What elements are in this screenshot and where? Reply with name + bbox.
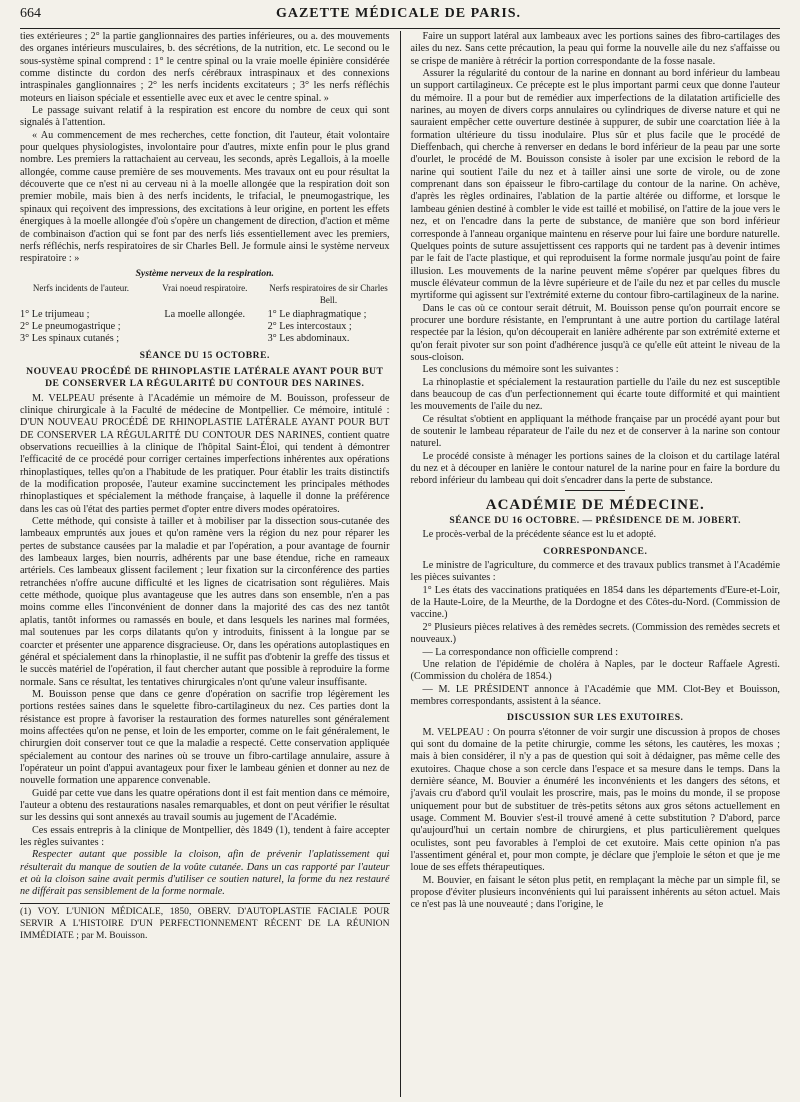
discussion-title: DISCUSSION SUR LES EXUTOIRES. bbox=[507, 712, 684, 724]
paragraph: Le procès-verbal de la précédente séance est lu et adopté. bbox=[422, 529, 657, 541]
right-column bbox=[410, 31, 780, 1097]
footnote: (1) VOY. L'UNION MÉDICALE, 1850, OBERV. D'AUTOPLASTIE FACIALE POUR SERVIR A L'HISTOIRE D'UN PERFECTIONNEMENT RÉCENT DE LA RÉUNION IMMÉDIATE ; par M. Bouisson. bbox=[20, 905, 390, 941]
paragraph: ties extérieures ; 2° la partie ganglionnaires des parties inférieures, ou a. des mouvements des organes intérieurs musculaires, b. des sécrétions, de la nutrition, etc. Le second ou le sous-système spinal comprend : 1° le centre spinal ou la vraie moelle épinière considérée comme distincte du cordon des nerfs cérébraux intraspinaux et des connexions intraspinales ganglionnaires ; 2° les nerfs incidents excitateurs ; 3° les nerfs réfléchis moteurs en liaison spéciale et essentielle avec eux et avec le centre spinal. » bbox=[20, 31, 390, 104]
system-title: Système nerveux de la respiration. bbox=[135, 267, 274, 279]
paragraph: Le procédé consiste à ménager les portions saines de la cloison et du cartilage latéral du nez et à découper en lanière le contour naturel de la narine pour en faire la bordure du rebord inférieur du lambeau qui doit s'encadrer dans la perte de substance. bbox=[410, 450, 780, 487]
paragraph: Assurer la régularité du contour de la narine en donnant au bord inférieur du lambeau un support cartilagineux. Ce précepte est le plus important parmi ceux que donne l'auteur du mémoire. Il a pour but de remédier aux imperfections de la dilatation artificielle des narines, au moyen de divers corps annulaires ou cylindriques de diverse nature et qui ne sauraient empêcher cette ouverture destinée à suppurer, de subir une coarctation liée à la formation ultérieure du tissu inodulaire. Plus sûr et plus facile que le procédé de Dieffenbach, qui cherche à renverser en dedans le bord inférieur de la peau par une sorte d'ourlet, le procédé de M. Bouisson consiste à isoler par une excision le rebord de la narine qui soutient l'aile du nez et à tailler ainsi une sorte de virole, ou de zone comprenant dans son épaisseur le fibro-cartilage du contour de la narine. On achève, d'après les règles ordinaires, l'ablation de la partie altérée ou difforme, et lorsque le lambeau génien destiné à combler le vide est taillé et mobilisé, on l'attire de la joue vers le nez, et on l'encadre dans la perte de substance, de manière que son bord inférieur corresponde à l'anneau organique maintenu en réserve pour lui faire une bordure naturelle. Quelques points de suture assujettissent ces rapports qui ne tardent pas à devenir intimes par le fait de l'acte plastique, et qui reproduisent la forme normale jusqu'au point de faire illusion. Les mouvements de la narine peuvent même s'opérer par quelques fibres du muscle élévateur commun de la lèvre supérieure et de l'aile du nez et par celles du muscle myrtiforme qui agissent sur l'extrémité externe du contour fibro-cartilagineux de la narine. bbox=[410, 68, 780, 302]
article-title: NOUVEAU PROCÉDÉ DE RHINOPLASTIE LATÉRALE AYANT POUR BUT DE CONSERVER LA RÉGULARITÉ DU CONTOUR DES NARINES. bbox=[26, 365, 384, 390]
paragraph: — M. LE PRÉSIDENT annonce à l'Académie que MM. Clot-Bey et Bouisson, membres correspondants, assistent à la séance. bbox=[410, 683, 780, 707]
paragraph: Cette méthode, qui consiste à tailler et à mobiliser par la dissection sous-cutanée des lambeaux empruntés aux joues et qu'on ramène vers la région du nez pour réparer les pertes de substance causées par la maladie et par l'opération, a pour avantage de fournir des lambeaux larges, bien nourris, adhérents par une base étendue, riche en rameaux artériels. Ces lambeaux glissent facilement ; leur fixation sur la circonférence des parties retranchées n'offre aucune difficulté et les lignes de cicatrisation sont régulières. Mais cette méthode, quoique plus avantageuse que les autres dans son ensemble, n'en a pas moins comme elles l'inconvénient de donner dans la majorité des cas des nez tantôt aplatis, tantôt informes ou ramassés en boule, et dans lesquels les narines mal formées, mal soutenues par les corps dilatants qu'on y introduits, finissent à la longue par se coarcter et présenter une apparence disgracieuse. Or, dans les opérations autoplastiques en général et spécialement dans la rhinoplastie, il ne suffit pas d'obtenir la greffe des tissus et le succès matériel de l'opération, il faut chercher autant que possible à reproduire la forme normale. Sans ce résultat, les tentatives chirurgicales n'ont qu'une valeur insuffisante. bbox=[20, 516, 390, 688]
paragraph: 1° Les états des vaccinations pratiquées en 1854 dans les départements d'Eure-et-Loir, de la Haute-Loire, de la Meurthe, de la Dordogne et des Côtes-du-Nord. (Commission de vaccine.) bbox=[410, 584, 780, 621]
paragraph: M. Bouvier, en faisant le séton plus petit, en remplaçant la mèche par un simple fil, se propose d'éviter plusieurs inconvénients qui lui paraissent inhérents au séton actuel. Mais ce n'est pas là une nouveauté ; dans l'origine, le bbox=[410, 874, 780, 911]
paragraph: Ce résultat s'obtient en appliquant la méthode française par un procédé ayant pour but de soutenir le lambeau réparateur de l'aile du nez et de conserver à la narine son contour naturel. bbox=[410, 413, 780, 450]
table-row bbox=[20, 321, 390, 333]
paragraph: Le ministre de l'agriculture, du commerce et des travaux publics transmet à l'Académie les pièces suivantes : bbox=[410, 560, 780, 584]
paragraph: Dans le cas où ce contour serait détruit, M. Bouisson pense qu'on pourrait encore se procurer une bordure résistante, en l'empruntant à une autre portion du cartilage latéral respectée par la lésion, qu'on découperait en lanière adhérente par son extrémité externe et qu'on ferait pivoter sur son point d'adhérence jusqu'à ce qu'elle eût atteint le niveau de la sous-cloison. bbox=[410, 302, 780, 363]
table-header-cell: Vrai noeud respiratoire. bbox=[162, 282, 248, 293]
table-cell: 3° Les spinaux cutanés ; bbox=[20, 333, 120, 345]
table-row bbox=[20, 309, 390, 321]
paragraph: — La correspondance non officielle comprend : bbox=[422, 646, 619, 658]
table-cell: 2° Les intercostaux ; bbox=[267, 320, 352, 332]
page-header bbox=[20, 6, 780, 26]
paragraph: 2° Plusieurs pièces relatives à des remèdes secrets. (Commission des remèdes secrets et nouveaux.) bbox=[410, 621, 780, 646]
footnote-rule bbox=[20, 903, 390, 904]
correspondance-title: CORRESPONDANCE. bbox=[543, 545, 648, 557]
paragraph: « Au commencement de mes recherches, cette fonction, dit l'auteur, était volontaire pour quelques physiologistes, involontaire pour d'autres, mixte enfin pour le plus grand nombre. Les premiers la rattachaient au cerveau, les seconds, après Legallois, à la moelle allongée, comme cause première de ses mouvements. Mes travaux ont eu pour résultat la découverte que ce n'est ni au cerveau ni à la moelle allongée que la respiration doit son premier mobile, mais bien à des nerfs incidents, le trifacial, le pneumogastrique, les spinaux qui reçoivent des impressions, des excitations à leur origine, en portent les effets énergiques à la moelle allongée d'où s'opère un changement de direction, d'action et même de combinaison d'action qui se font par des nerfs liés essentiellement avec les premiers, nerfs réfléchis, nerfs respiratoires de sir Charles Bell. Je formule ainsi le système nerveux respiratoire : » bbox=[20, 129, 390, 265]
paragraph: M. Bouisson pense que dans ce genre d'opération on sacrifie trop légèrement les portions restées saines dans le squelette fibro-cartilagineux du nez. Ces parties dont la résistance est propre à favoriser la restauration des formes naturelles sont généralement moins affectées qu'on ne pense, et loin de les emporter, comme on le fait généralement, le chirurgien doit conserver tout ce que la maladie a respecté. Cette conservation appliquée spécialement au contour des narines où se trouve un fibro-cartilage annulaire, assure à l'opérateur un point d'appui avantageux pour fixer le lambeau génien et donner au nez de nouvelle formation une apparence convenable. bbox=[20, 688, 390, 787]
table-header bbox=[20, 282, 390, 307]
table-header-cell: Nerfs incidents de l'auteur. bbox=[32, 282, 129, 293]
seance-title: SÉANCE DU 16 OCTOBRE. — PRÉSIDENCE DE M. JOBERT. bbox=[449, 515, 742, 527]
table-cell bbox=[144, 333, 266, 345]
paragraph: Le passage suivant relatif à la respiration est encore du nombre de ceux qui sont signalés à l'attention. bbox=[20, 105, 390, 129]
seance-title: SÉANCE DU 15 OCTOBRE. bbox=[139, 349, 270, 361]
table-row bbox=[20, 333, 390, 345]
paragraph: La rhinoplastie et spécialement la restauration partielle du l'aile du nez est susceptible dans beaucoup de cas d'un perfectionnement qui écarte toute difformité et qui maintient les mouvements de l'aile du nez. bbox=[410, 376, 780, 413]
table-cell: 1° Le diaphragmatique ; bbox=[267, 308, 367, 320]
header-rule bbox=[20, 28, 780, 29]
table-cell: La moelle allongée. bbox=[164, 308, 246, 320]
journal-title: GAZETTE MÉDICALE DE PARIS. bbox=[275, 6, 522, 21]
table-cell: 1° Le trijumeau ; bbox=[20, 308, 90, 320]
table-cell: 2° Le pneumogastrique ; bbox=[20, 320, 121, 332]
paragraph: Respecter autant que possible la cloison, afin de prévenir l'aplatissement qui résulterait du manque de soutien de la voûte cutanée. Dans un cas rapporté par l'auteur et où la cloison saine avait permis d'utiliser ce soutien naturel, la forme du nez restauré ne différait pas sensiblement de la forme normale. bbox=[20, 849, 390, 898]
table-header-cell: Nerfs respiratoires de sir Charles Bell. bbox=[269, 282, 388, 306]
column-divider bbox=[400, 31, 401, 1097]
academie-heading: ACADÉMIE DE MÉDECINE. bbox=[485, 496, 705, 513]
paragraph: M. VELPEAU présente à l'Académie un mémoire de M. Bouisson, professeur de clinique chirurgicale à la Faculté de médecine de Montpellier. Ce mémoire, intitulé : D'UN NOUVEAU PROCÉDÉ DE RHINOPLASTIE LATÉRALE AYANT POUR BUT DE CONSERVER LA RÉGULARITÉ DU CONTOUR DES NARINES, contient quatre observations recueillies à la clinique de l'hôpital Saint-Éloi, qui tendent à démontrer l'efficacité de ce procédé pour corriger certaines imperfections inhérentes aux opérations rhinoplastiques, telles qu'on a l'habitude de les pratiquer. Pour établir les traits distinctifs de la modification proposée, l'auteur examine succinctement les principales méthodes rhinoplastiques et spécialement la méthode française, à laquelle il donne la préférence dans les cas où l'état des parties permet d'opter entre divers modes opératoires. bbox=[20, 392, 390, 515]
paragraph: Les conclusions du mémoire sont les suivantes : bbox=[422, 364, 619, 376]
paragraph: Faire un support latéral aux lambeaux avec les portions saines des fibro-cartilages des ailes du nez. Sans cette précaution, la peau qui forme la nouvelle aile du nez s'affaisse ou se crispe de manière à rétrécir la portion correspondante de la fosse nasale. bbox=[410, 31, 780, 67]
paragraph: M. VELPEAU : On pourra s'étonner de voir surgir une discussion à propos de choses qui sont du domaine de la petite chirurgie, comme les sétons, les cautères, les moxas ; mais à bien considérer, il n'y a pas de question qui soit à dédaigner, pas même celle des exutoires. Chaque chose a son cercle dans l'espace et sa mesure dans le temps. Dans la dernière séance, M. Bouvier a énuméré les inconvénients et les dangers des sétons, et j'avais cru d'abord qu'il voulait les proscrire, mais, pas le moins du monde, il se propose uniquement pour but de substituer de très-petits sétons aux gros sétons actuellement en usage. Comment M. Bouvier s'est-il trouvé amené à cette substitution ? D'abord, parce qu'aujourd'hui un certain nombre de chirurgiens, et plus particulièrement quelques oculistes, sont peu favorables à l'emploi de cet exutoire. Mais cette opinion n'a pas l'assentiment général et, pour mon compte, je déclare que j'emploie le séton et que je me loue de ses effets thérapeutiques. bbox=[410, 726, 780, 874]
page-number: 664 bbox=[20, 6, 41, 21]
table-cell bbox=[144, 321, 266, 333]
section-rule bbox=[565, 490, 625, 491]
paragraph: Une relation de l'épidémie de choléra à Naples, par le docteur Raffaele Agresti. (Commission du choléra de 1854.) bbox=[410, 658, 780, 683]
left-column bbox=[20, 31, 390, 1097]
paragraph: Guidé par cette vue dans les quatre opérations dont il est fait mention dans ce mémoire, l'auteur a obtenu des restaurations nasales remarquables, et dont on peut vérifier le résultat sur les dessins qui sont annexés au travail soumis au jugement de l'Académie. bbox=[20, 787, 390, 824]
table-cell: 3° Les abdominaux. bbox=[267, 333, 350, 345]
paragraph: Ces essais entrepris à la clinique de Montpellier, dès 1849 (1), tendent à faire accepter les règles suivantes : bbox=[20, 824, 390, 848]
